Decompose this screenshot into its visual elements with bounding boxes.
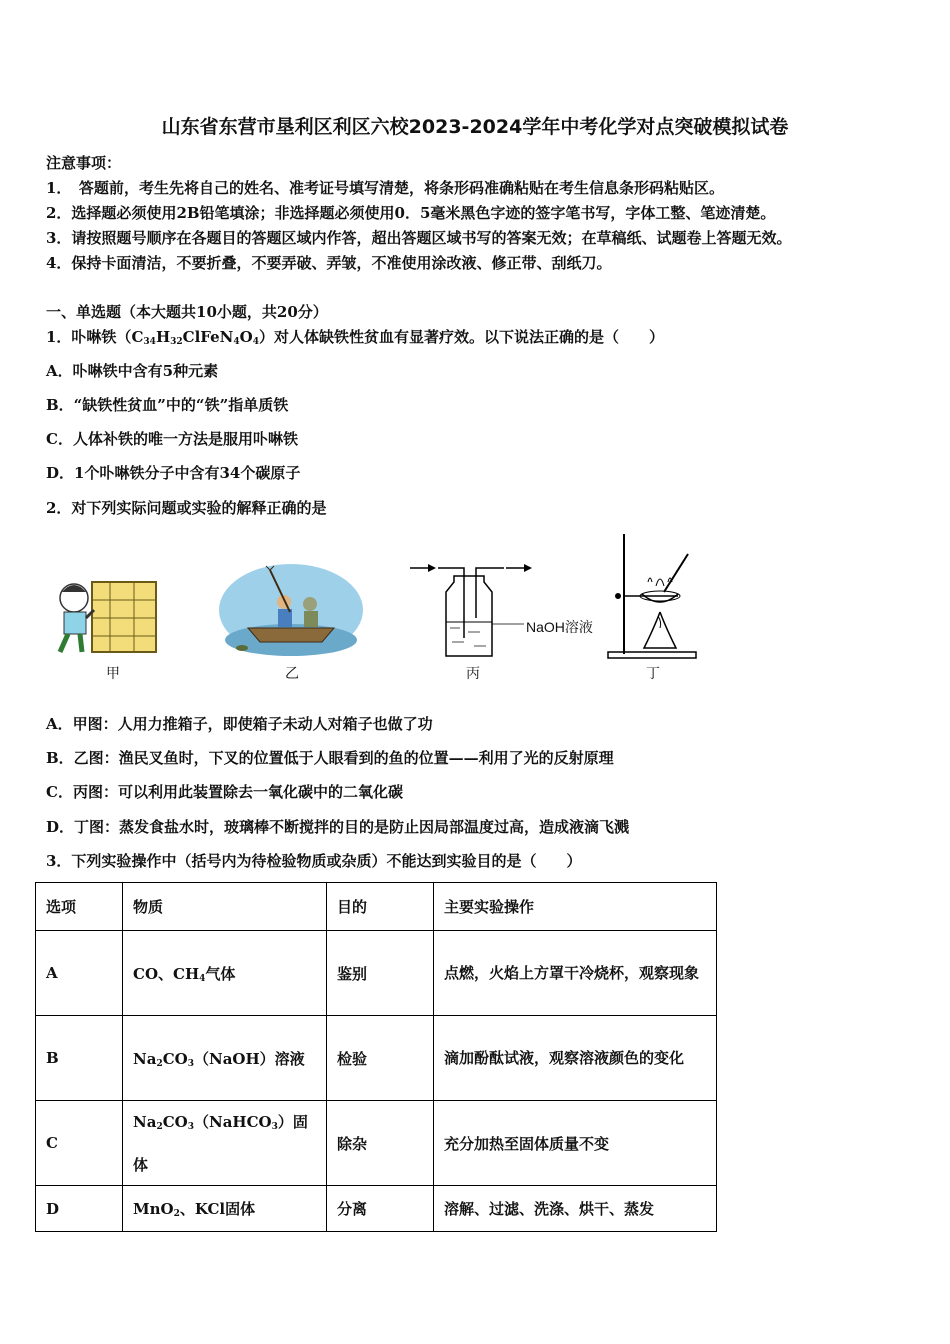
row-c-option: C bbox=[36, 1101, 123, 1186]
notice-item-3: 3．请按照题号顺序在各题目的答题区域内作答，超出答题区域书写的答案无效；在草稿纸、试题卷上答题无效。 bbox=[46, 229, 792, 247]
row-d-substance: MnO$_2$、KCl固体 bbox=[123, 1186, 327, 1232]
header-purpose: 目的 bbox=[327, 883, 434, 931]
header-substance: 物质 bbox=[123, 883, 327, 931]
header-option: 选项 bbox=[36, 883, 123, 931]
figure-label-bing: 丙 bbox=[466, 666, 480, 682]
row-a-option: A bbox=[36, 931, 123, 1016]
table-row bbox=[36, 1016, 717, 1101]
q1-option-b: B．“缺铁性贫血”中的“铁”指单质铁 bbox=[46, 396, 289, 414]
row-d-operation: 溶解、过滤、洗涤、烘干、蒸发 bbox=[434, 1186, 717, 1232]
q1-option-a: A．卟啉铁中含有5种元素 bbox=[46, 362, 219, 380]
row-a-purpose: 鉴别 bbox=[327, 931, 434, 1016]
figure-yi-fishing-boat bbox=[218, 562, 364, 658]
table-row bbox=[36, 1186, 717, 1232]
notice-item-4: 4．保持卡面清洁，不要折叠，不要弄破、弄皱，不准使用涂改液、修正带、刮纸刀。 bbox=[46, 254, 612, 272]
section-heading: 一、单选题（本大题共10小题，共20分） bbox=[46, 303, 328, 321]
figure-bing-gas-bottle bbox=[408, 558, 538, 660]
q1-option-c: C．人体补铁的唯一方法是服用卟啉铁 bbox=[46, 430, 298, 448]
table-row bbox=[36, 931, 717, 1016]
q1-option-d: D．1个卟啉铁分子中含有34个碳原子 bbox=[46, 464, 301, 482]
q3-table bbox=[35, 882, 717, 1232]
row-c-purpose: 除杂 bbox=[327, 1101, 434, 1186]
figure-ding-evaporation bbox=[604, 532, 700, 660]
q2-option-a: A．甲图：人用力推箱子，即使箱子未动人对箱子也做了功 bbox=[46, 715, 433, 733]
q2-stem: 2．对下列实际问题或实验的解释正确的是 bbox=[46, 499, 327, 517]
row-d-purpose: 分离 bbox=[327, 1186, 434, 1232]
row-b-purpose: 检验 bbox=[327, 1016, 434, 1101]
row-a-substance: CO、$CH_4$气体 bbox=[123, 931, 327, 1016]
q2-option-c: C．丙图：可以利用此装置除去一氧化碳中的二氧化碳 bbox=[46, 783, 403, 801]
row-b-option: B bbox=[36, 1016, 123, 1101]
q3-stem: 3．下列实验操作中（括号内为待检验物质或杂质）不能达到实验目的是（ ） bbox=[46, 852, 582, 870]
page-title: 山东省东营市垦利区利区六校2023-2024学年中考化学对点突破模拟试卷 bbox=[161, 116, 789, 138]
notice-heading: 注意事项： bbox=[46, 154, 122, 172]
figure-jia-push-box bbox=[50, 570, 162, 656]
figure-label-yi: 乙 bbox=[285, 666, 299, 682]
header-operation: 主要实验操作 bbox=[434, 883, 717, 931]
row-d-option: D bbox=[36, 1186, 123, 1232]
table-row bbox=[36, 1101, 717, 1186]
naoh-solution-label: NaOH溶液 bbox=[526, 619, 593, 635]
notice-item-2: 2．选择题必须使用2B铅笔填涂；非选择题必须使用0．5毫米黑色字迹的签字笔书写，字体工整、笔迹清楚。 bbox=[46, 204, 776, 222]
figure-label-ding: 丁 bbox=[646, 666, 660, 682]
row-c-substance: $Na_2CO_3(NaHCO_3)$固体 bbox=[123, 1101, 327, 1186]
table-header-row bbox=[36, 883, 717, 931]
q1-stem: 1．卟啉铁$(C_{34}H_{32}ClFeN_4O_4)$对人体缺铁性贫血有显著疗效。以下说法正确的是（ ） bbox=[46, 328, 665, 347]
row-b-operation: 滴加酚酞试液，观察溶液颜色的变化 bbox=[434, 1016, 717, 1101]
row-c-operation: 充分加热至固体质量不变 bbox=[434, 1101, 717, 1186]
figure-label-jia: 甲 bbox=[106, 666, 120, 682]
row-a-operation: 点燃，火焰上方罩干冷烧杯，观察现象 bbox=[434, 931, 717, 1016]
q2-option-d: D．丁图：蒸发食盐水时，玻璃棒不断搅拌的目的是防止因局部温度过高，造成液滴飞溅 bbox=[46, 818, 630, 836]
notice-item-1: 1． 答题前，考生先将自己的姓名、准考证号填写清楚，将条形码准确粘贴在考生信息条形码粘贴区。 bbox=[46, 179, 724, 197]
row-b-substance: $Na_2CO_3(NaOH)$溶液 bbox=[123, 1016, 327, 1101]
q2-option-b: B．乙图：渔民叉鱼时，下叉的位置低于人眼看到的鱼的位置——利用了光的反射原理 bbox=[46, 749, 614, 767]
